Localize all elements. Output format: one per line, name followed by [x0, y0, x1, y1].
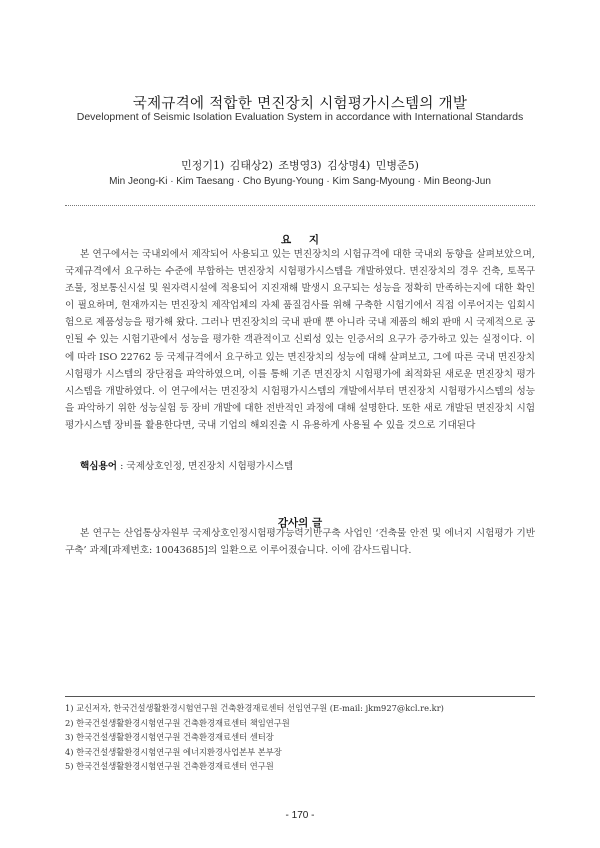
footnote-item: 4) 한국건설생활환경시험연구원 에너지환경사업본부 본부장 — [65, 746, 282, 757]
abstract-text: 본 연구에서는 국내외에서 제작되어 사용되고 있는 면진장치의 시험규격에 대한 국내외 동향을 살펴보았으며, 국제규격에서 요구하는 수준에 부합하는 면진장치 시험평가시스템을 개발하였다. 면진장치의 경우 건축, 토목구조물, 정보통신시설 및 원자력시설에 적용되어 지진재해 발생시 요구되는 성능을 정확히 만족하는지에 대한 확인이 필요하며, 현재까지는 면진장치 제작업체의 자체 품질검사를 위해 구축한 시험기에서 직접 이루어지는 입회시험으로 제품성능을 평가해 왔다. 그러나 면진장치의 국내 판매 뿐 아니라 국내 제품의 해외 판매 시 국제적으로 공인될 수 있는 시험기관에서 성능을 평가한 객관적이고 신뢰성 있는 인증서의 요구가 증가하고 있는 실정이다. 이에 따라 ISO 22762 등 국제규격에서 요구하고 있는 면진장치의 성능에 대해 살펴보고, 그에 따른 국내 면진장치 시험평가 시스템의 장단점을 파악하였으며, 이를 통해 기존 면진장치 시험평가에 최적화된 새로운 면진장치 평가시스템을 개발하였다. 이 연구에서는 면진장치 시험평가시스템의 개발에서부터 면진장치 시험평가시스템의 성능을 파악하기 위한 성능실험 등 장비 개발에 대한 전반적인 과정에 대해 설명한다. 또한 새로 개발된 면진장치 시험평가시스템 장비를 활용한다면, 국내 기업의 해외진출 시 유용하게 사용될 수 있을 것으로 기대된다 — [65, 249, 535, 431]
keywords-label: 핵심용어 — [80, 461, 118, 472]
footnotes — [65, 701, 545, 774]
footnote-item: 5) 한국건설생활환경시험연구원 건축환경재료센터 연구원 — [65, 761, 274, 772]
footnote-item: 1) 교신저자, 한국건설생활환경시험연구원 건축환경재료센터 선임연구원 (E-mail: jkm927@kcl.re.kr) — [65, 703, 444, 713]
title-korean: 국제규격에 적합한 면진장치 시험평가시스템의 개발 — [132, 96, 468, 112]
footnote-item: 2) 한국건설생활환경시험연구원 건축환경재료센터 책임연구원 — [65, 717, 290, 728]
keywords-separator: : — [117, 461, 127, 472]
page-number: - 170 - — [285, 810, 315, 821]
acknowledgement-text: 본 연구는 산업통상자원부 국제상호인정시험평가능력기반구축 사업인 ‘건축물 안전 및 에너지 시험평가 기반 구축’ 과제[과제번호: 10043685]의 일환으로 이루어졌습니다. 이에 감사드립니다. — [65, 528, 535, 557]
keywords-line — [80, 458, 530, 472]
title-english: Development of Seismic Isolation Evaluation System in accordance with International Standards — [76, 111, 524, 123]
dotted-divider — [65, 205, 535, 206]
footnote-divider — [65, 696, 535, 697]
authors-korean: 민정기1) 김태상2) 조병영3) 김상명4) 민병준5) — [181, 159, 419, 172]
keywords-text: 국제상호인정, 면진장치 시험평가시스템 — [126, 461, 294, 472]
footnote-item: 3) 한국건설생활환경시험연구원 건축환경재료센터 센터장 — [65, 732, 274, 743]
authors-english: Min Jeong-Ki · Kim Taesang · Cho Byung-Young · Kim Sang-Myoung · Min Beong-Jun — [109, 176, 491, 187]
abstract-heading: 요 지 — [281, 234, 319, 246]
acknowledgement-heading: 감사의 글 — [277, 517, 323, 529]
